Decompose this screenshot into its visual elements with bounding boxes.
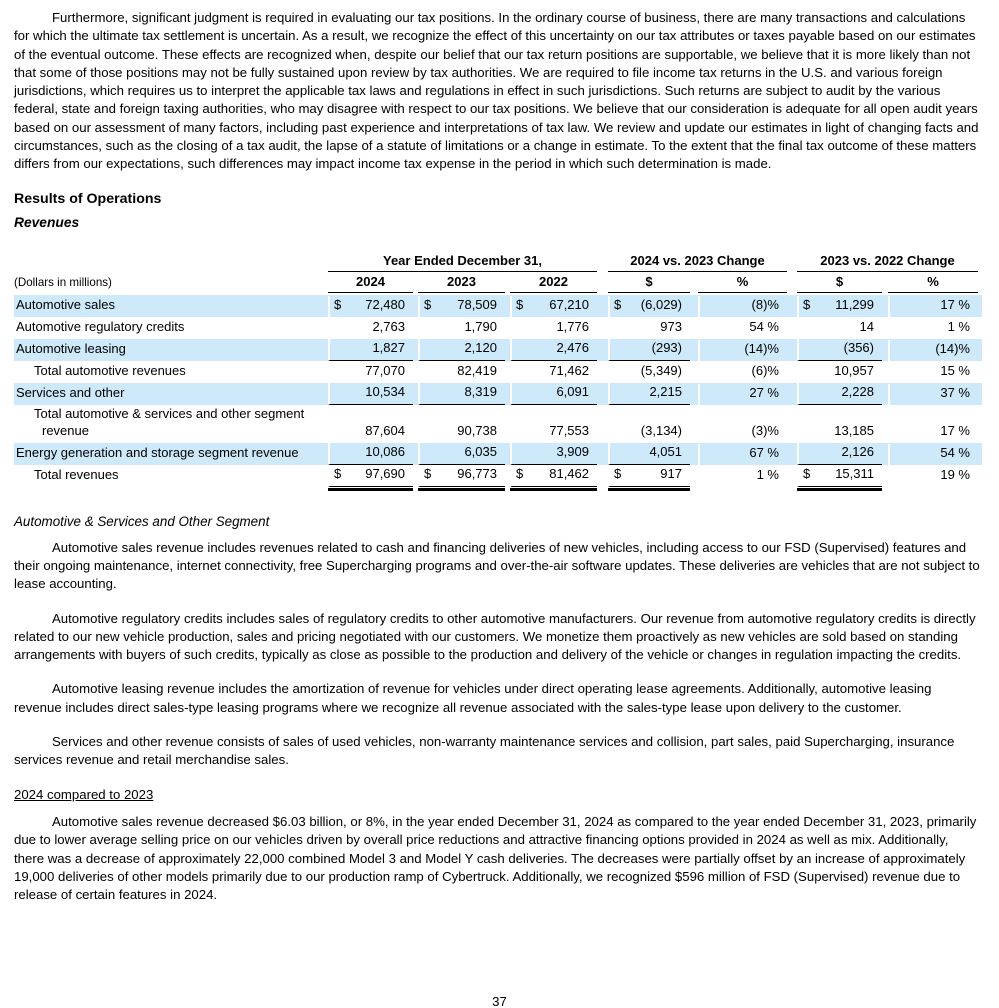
units-note: (Dollars in millions) [14, 275, 112, 289]
table-row [14, 339, 982, 361]
paragraph-tax-positions: Furthermore, significant judgment is required in evaluating our tax positions. In the ordinary course of business, there are many transactions and calculations for which the ultimate tax settlement is uncertain. As a result, we recognize the effect of this uncertainty on our tax attributes or taxes payable based on our estimates of the eventual outcome. These effects are recognized when, despite our belief that our tax return positions are supportable, we believe that it is more likely than not that some of those positions may not be fully sustained upon review by tax authorities. We are required to file income tax returns in the U.S. and various foreign jurisdictions, which requires us to interpret the applicable tax laws and regulations in effect in such jurisdictions. Such returns are subject to audit by the various federal, state and foreign taxing authorities, who may disagree with respect to our tax positions. We believe that our consideration is adequate for all open audit years based on our assessment of many factors, including past experience and interpretations of tax law. We review and update our estimates in light of changing facts and circumstances, such as the closing of a tax audit, the lapse of a statute of limitations or a change in estimate. To the extent that the final tax outcome of these matters differs from our expectations, such differences may impact income tax expense in the period in which such determination is made. [14, 10, 979, 172]
cell: 2,228 [797, 383, 882, 405]
heading-results-of-operations: Results of Operations [14, 190, 162, 207]
cell: 27 % [698, 384, 787, 405]
cell: (8)% [698, 296, 787, 317]
cell: 54 % [888, 444, 978, 465]
heading-automotive-services-segment: Automotive & Services and Other Segment [14, 513, 270, 529]
column-header: $ [608, 273, 690, 293]
revenues-table [14, 252, 982, 495]
column-header: % [698, 273, 787, 293]
cell: $ 15,311 [797, 465, 882, 487]
cell: $ 97,690 [328, 465, 413, 487]
cell: 19 % [940, 466, 970, 482]
cell: $ 78,509 [418, 296, 505, 317]
cell: (5,349) [640, 362, 682, 378]
cell: 17 % [940, 422, 970, 438]
cell: $ 72,480 [328, 296, 413, 317]
cell: 6,035 [418, 443, 505, 465]
cell: 54 % [749, 318, 779, 334]
column-group-label: 2024 vs. 2023 Change [608, 252, 787, 272]
column-header: $ [797, 273, 882, 293]
row-label: Total automotive revenues [34, 362, 186, 378]
cell: 2,120 [418, 339, 505, 361]
row-label: Total automotive & services and other segment revenue [34, 405, 305, 438]
table-row [14, 443, 982, 465]
table-column-header-row [14, 272, 982, 293]
cell: $ (6,029) [608, 296, 690, 317]
cell: $ 67,210 [510, 296, 597, 317]
paragraph-services-and-other: Services and other revenue consists of sales of used vehicles, non-warranty maintenance services and collision, part sales, paid Supercharging, insurance services revenue and retail merchandise sales. [14, 734, 955, 768]
table-row [14, 361, 982, 383]
cell: 37 % [888, 384, 978, 405]
heading-revenues: Revenues [14, 214, 80, 230]
row-label: Automotive sales [16, 296, 115, 312]
cell: (356) [797, 339, 882, 361]
cell: 67 % [698, 444, 787, 465]
column-header: 2023 [418, 273, 505, 293]
cell: 15 % [940, 362, 970, 378]
column-header: 2022 [510, 273, 597, 293]
cell: 17 % [888, 296, 978, 317]
paragraph-regulatory-credits: Automotive regulatory credits includes sales of regulatory credits to other automotive manufacturers. Our revenue from automotive regulatory credits is directly related to our new vehicle production, sales and pricing negotiated with our customers. We monetize them proactively as new vehicles are sold based on standing arrangements with buyers of such credits, typically as close as possible to the production and delivery of the vehicle or changes in regulation impacting the credits. [14, 610, 976, 663]
cell: 87,604 [365, 422, 405, 438]
column-group-label: Year Ended December 31, [328, 252, 597, 272]
paragraph-2024-comparison: Automotive sales revenue decreased $6.03 billion, or 8%, in the year ended December 31, 2024 as compared to the year ended December 31, 2023, primarily due to lower average selling price on our vehicles driven by overall price reductions and attractive financing options provided in 2024 as well as mix. Additionally, there was a decrease of approximately 22,000 combined Model 3 and Model Y cash deliveries. The decreases were partially offset by an increase of approximately 19,000 deliveries of other models primarily due to our production ramp of Cybertruck. Additionally, we recognized $596 million of FSD (Supervised) revenue due to release of certain features in 2024. [14, 813, 977, 903]
column-group-label: 2023 vs. 2022 Change [797, 252, 978, 272]
cell: 10,534 [328, 383, 413, 405]
cell: 973 [660, 318, 682, 334]
column-header: 2024 [328, 273, 413, 293]
row-label: Energy generation and storage segment revenue [16, 444, 299, 460]
cell: 1 % [947, 318, 970, 334]
column-header: % [888, 273, 978, 293]
cell: 3,909 [510, 443, 597, 465]
row-label: Services and other [16, 384, 125, 400]
row-label: Automotive leasing [16, 340, 126, 356]
table-row [14, 465, 982, 487]
cell: $ 11,299 [797, 296, 882, 317]
cell: $ 81,462 [510, 465, 597, 487]
cell: 13,185 [834, 422, 874, 438]
cell: 10,086 [328, 443, 413, 465]
row-label: Automotive regulatory credits [16, 318, 185, 334]
cell: $ 917 [608, 465, 690, 487]
cell: 2,763 [372, 318, 405, 334]
row-label: Total revenues [34, 466, 119, 482]
cell: 2,215 [608, 383, 690, 405]
cell: 8,319 [418, 383, 505, 405]
heading-2024-compared-to-2023: 2024 compared to 2023 [14, 786, 154, 802]
cell: 6,091 [510, 383, 597, 405]
table-row [14, 405, 982, 443]
table-row [14, 317, 982, 339]
table-row [14, 383, 982, 405]
cell: 10,957 [834, 362, 874, 378]
page-number: 37 [492, 993, 507, 1008]
table-group-header-row [14, 252, 982, 272]
cell: (3)% [751, 422, 779, 438]
cell: 1,790 [464, 318, 497, 334]
cell: 14 [859, 318, 874, 334]
cell: 71,462 [549, 362, 589, 378]
paragraph-automotive-sales: Automotive sales revenue includes revenues related to cash and financing deliveries of new vehicles, including access to our FSD (Supervised) features and their ongoing maintenance, internet connectivity, free Supercharging programs and over-the-air software updates. These deliveries are vehicles that are not subject to lease accounting. [14, 539, 980, 592]
cell: 1 % [756, 466, 779, 482]
cell: (14)% [888, 340, 978, 361]
cell: 82,419 [457, 362, 497, 378]
table-row [14, 295, 982, 317]
cell: 90,738 [457, 422, 497, 438]
cell: (6)% [751, 362, 779, 378]
cell: (3,134) [640, 422, 682, 438]
cell: 77,553 [549, 422, 589, 438]
cell: 1,827 [328, 339, 413, 361]
cell: (14)% [698, 340, 787, 361]
paragraph-automotive-leasing: Automotive leasing revenue includes the amortization of revenue for vehicles under direct operating lease agreements. Additionally, automotive leasing revenue includes direct sales-type leasing programs where we recognize all revenue associated with the sales-type lease upon delivery to the customer. [14, 681, 932, 715]
cell: 1,776 [556, 318, 589, 334]
cell: 77,070 [365, 362, 405, 378]
cell: 2,476 [510, 339, 597, 361]
cell: (293) [608, 339, 690, 361]
cell: 4,051 [608, 443, 690, 465]
cell: 2,126 [797, 443, 882, 465]
cell: $ 96,773 [418, 465, 505, 487]
